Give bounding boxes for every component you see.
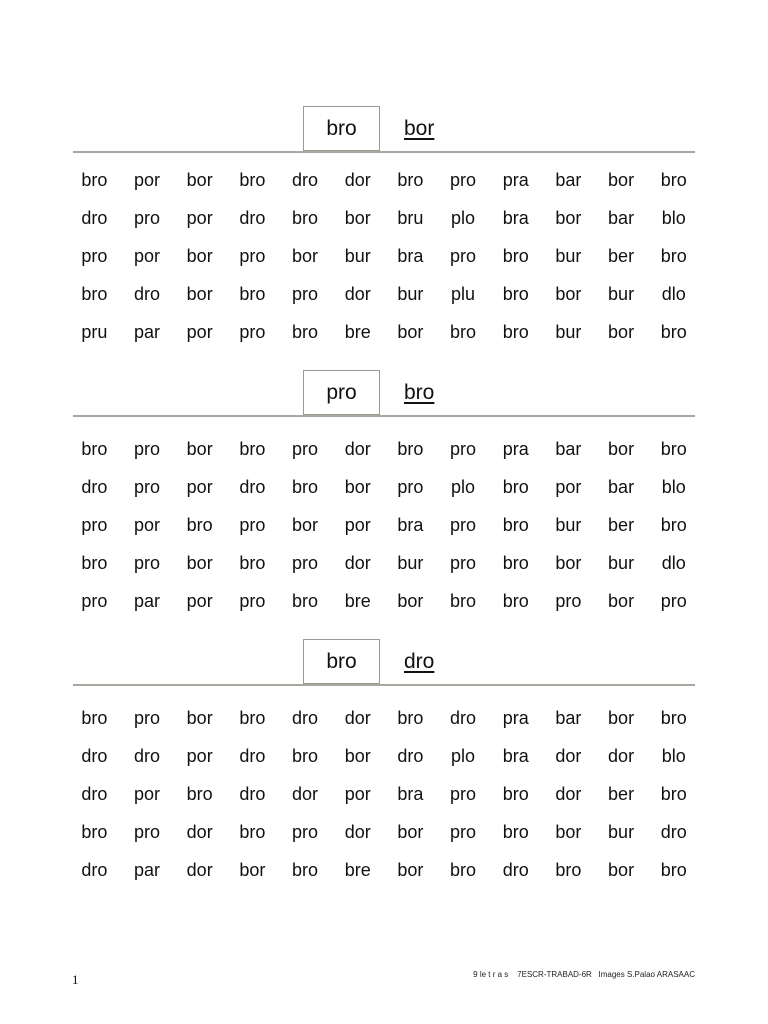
syllable-cell: ber [608, 514, 635, 535]
syllable-cell: bor [555, 283, 582, 304]
syllable-cell: pro [450, 821, 477, 842]
syllable-cell: bur [397, 283, 424, 304]
section-divider [73, 415, 695, 417]
syllable-cell: bor [292, 514, 319, 535]
page-number: 1 [72, 972, 79, 987]
syllable-cell: bur [608, 552, 635, 573]
syllable-cell: pra [502, 707, 529, 728]
syllable-cell: dro [292, 169, 319, 190]
syllable-cell: pro [134, 476, 161, 497]
syllable-cell: pro [81, 590, 108, 611]
syllable-cell: pro [239, 590, 266, 611]
syllable-cell: bra [397, 514, 424, 535]
syllable-cell: bro [239, 821, 266, 842]
syllable-cell: bro [502, 514, 529, 535]
syllable-cell: bro [292, 859, 319, 880]
syllable-cell: bro [450, 859, 477, 880]
syllable-cell: pro [81, 514, 108, 535]
syllable-cell: bro [292, 590, 319, 611]
syllable-cell: bur [555, 245, 582, 266]
syllable-row [68, 275, 700, 313]
syllable-cell: dor [292, 783, 319, 804]
syllable-cell: bro [81, 283, 108, 304]
syllable-cell: pro [134, 707, 161, 728]
syllable-cell: bro [239, 283, 266, 304]
syllable-grid [68, 430, 700, 620]
syllable-cell: bor [186, 169, 213, 190]
syllable-cell: bro [555, 859, 582, 880]
syllable-cell: pro [239, 514, 266, 535]
syllable-cell: dro [239, 476, 266, 497]
syllable-cell: bro [81, 438, 108, 459]
syllable-cell: pro [292, 438, 319, 459]
syllable-cell: bor [397, 821, 424, 842]
syllable-grid [68, 161, 700, 351]
syllable-cell: pro [292, 283, 319, 304]
syllable-cell: bar [555, 438, 582, 459]
syllable-cell: bor [344, 476, 371, 497]
target-syllable-box [303, 106, 380, 151]
syllable-cell: bor [397, 859, 424, 880]
syllable-cell: bro [239, 552, 266, 573]
syllable-cell: bro [502, 552, 529, 573]
syllable-cell: dor [186, 859, 213, 880]
syllable-cell: dor [555, 745, 582, 766]
syllable-cell: bro [292, 207, 319, 228]
syllable-cell: plu [451, 283, 476, 304]
syllable-cell: bur [555, 321, 582, 342]
syllable-cell: dlo [661, 552, 686, 573]
syllable-cell: plo [451, 745, 476, 766]
syllable-cell: bur [608, 821, 635, 842]
syllable-cell: dor [344, 438, 371, 459]
syllable-cell: bro [81, 169, 108, 190]
syllable-cell: par [134, 590, 161, 611]
syllable-cell: bur [608, 283, 635, 304]
syllable-cell: ber [608, 783, 635, 804]
syllable-cell: dor [608, 745, 635, 766]
syllable-cell: pro [81, 245, 108, 266]
syllable-cell: blo [661, 745, 686, 766]
syllable-cell: dor [555, 783, 582, 804]
target-syllable: bro [326, 649, 357, 673]
syllable-cell: bro [660, 783, 687, 804]
syllable-cell: dro [239, 745, 266, 766]
syllable-cell: por [555, 476, 582, 497]
syllable-cell: bro [186, 514, 213, 535]
syllable-cell: bor [608, 590, 635, 611]
syllable-cell: pru [81, 321, 108, 342]
syllable-cell: bar [555, 707, 582, 728]
syllable-cell: bro [450, 321, 477, 342]
syllable-cell: pro [555, 590, 582, 611]
syllable-cell: bro [502, 783, 529, 804]
syllable-row [68, 544, 700, 582]
syllable-cell: bro [450, 590, 477, 611]
syllable-cell: bor [186, 438, 213, 459]
syllable-cell: por [186, 590, 213, 611]
syllable-cell: bor [186, 552, 213, 573]
syllable-cell: pro [450, 552, 477, 573]
target-syllable-box [303, 639, 380, 684]
syllable-cell: bor [186, 245, 213, 266]
syllable-cell: bra [502, 207, 529, 228]
syllable-row [68, 430, 700, 468]
syllable-cell: dro [81, 207, 108, 228]
syllable-cell: bro [239, 707, 266, 728]
syllable-cell: bor [186, 283, 213, 304]
syllable-cell: pra [502, 169, 529, 190]
syllable-cell: dro [81, 859, 108, 880]
syllable-cell: bor [397, 590, 424, 611]
syllable-cell: dro [239, 207, 266, 228]
syllable-cell: pro [134, 821, 161, 842]
syllable-cell: bor [239, 859, 266, 880]
syllable-row [68, 237, 700, 275]
syllable-cell: bro [397, 438, 424, 459]
syllable-cell: por [344, 514, 371, 535]
syllable-cell: bro [292, 321, 319, 342]
syllable-cell: bro [502, 283, 529, 304]
syllable-cell: bro [186, 783, 213, 804]
syllable-cell: bro [502, 245, 529, 266]
syllable-row [68, 699, 700, 737]
syllable-row [68, 775, 700, 813]
syllable-cell: dro [134, 283, 161, 304]
syllable-cell: bra [397, 245, 424, 266]
syllable-cell: dro [660, 821, 687, 842]
section-divider [73, 684, 695, 686]
syllable-cell: pro [450, 783, 477, 804]
syllable-cell: bar [608, 207, 635, 228]
syllable-cell: bro [81, 552, 108, 573]
syllable-cell: bor [608, 707, 635, 728]
syllable-cell: bro [292, 745, 319, 766]
syllable-cell: pro [239, 245, 266, 266]
section-divider [73, 151, 695, 153]
syllable-cell: bre [344, 859, 371, 880]
syllable-cell: pro [397, 476, 424, 497]
syllable-cell: bro [660, 169, 687, 190]
syllable-cell: dro [81, 745, 108, 766]
syllable-cell: plo [451, 207, 476, 228]
syllable-cell: bro [502, 590, 529, 611]
syllable-row [68, 851, 700, 889]
syllable-cell: por [186, 745, 213, 766]
syllable-cell: par [134, 321, 161, 342]
syllable-row [68, 813, 700, 851]
syllable-cell: bor [186, 707, 213, 728]
syllable-grid [68, 699, 700, 889]
syllable-cell: bor [555, 821, 582, 842]
syllable-cell: bra [502, 745, 529, 766]
syllable-cell: pro [134, 207, 161, 228]
syllable-cell: bor [608, 321, 635, 342]
syllable-cell: bor [555, 207, 582, 228]
syllable-cell: dor [344, 169, 371, 190]
syllable-cell: por [134, 169, 161, 190]
syllable-cell: dro [502, 859, 529, 880]
syllable-row [68, 313, 700, 351]
syllable-cell: bor [344, 745, 371, 766]
syllable-cell: pro [134, 552, 161, 573]
syllable-cell: por [186, 476, 213, 497]
syllable-cell: dro [81, 783, 108, 804]
syllable-cell: bre [344, 321, 371, 342]
syllable-cell: pro [450, 245, 477, 266]
syllable-cell: bur [344, 245, 371, 266]
syllable-cell: pro [450, 169, 477, 190]
syllable-cell: bro [660, 245, 687, 266]
syllable-cell: bro [660, 859, 687, 880]
syllable-cell: bro [81, 707, 108, 728]
syllable-cell: bre [344, 590, 371, 611]
syllable-cell: dro [81, 476, 108, 497]
syllable-cell: pra [502, 438, 529, 459]
syllable-cell: bro [660, 438, 687, 459]
syllable-cell: pro [292, 821, 319, 842]
syllable-cell: bro [502, 476, 529, 497]
syllable-cell: por [134, 514, 161, 535]
syllable-cell: dro [134, 745, 161, 766]
syllable-cell: dor [186, 821, 213, 842]
syllable-cell: bro [660, 321, 687, 342]
syllable-cell: pro [660, 590, 687, 611]
syllable-row [68, 582, 700, 620]
syllable-cell: por [344, 783, 371, 804]
syllable-cell: dro [239, 783, 266, 804]
target-syllable: bro [326, 116, 357, 140]
syllable-cell: bro [292, 476, 319, 497]
syllable-cell: bor [397, 321, 424, 342]
syllable-cell: dlo [661, 283, 686, 304]
syllable-cell: bro [660, 707, 687, 728]
syllable-cell: bro [239, 438, 266, 459]
syllable-cell: por [186, 321, 213, 342]
syllable-cell: pro [450, 438, 477, 459]
syllable-cell: bro [502, 321, 529, 342]
syllable-cell: bro [397, 169, 424, 190]
syllable-cell: bar [555, 169, 582, 190]
syllable-cell: bro [397, 707, 424, 728]
syllable-cell: par [134, 859, 161, 880]
syllable-cell: bur [555, 514, 582, 535]
syllable-cell: por [134, 245, 161, 266]
syllable-cell: bru [397, 207, 424, 228]
syllable-cell: dor [344, 707, 371, 728]
compare-syllable: bor [404, 117, 435, 140]
syllable-cell: bra [397, 783, 424, 804]
syllable-row [68, 199, 700, 237]
compare-syllable: dro [404, 650, 435, 673]
syllable-cell: pro [239, 321, 266, 342]
syllable-cell: bor [608, 438, 635, 459]
syllable-cell: bro [239, 169, 266, 190]
syllable-cell: por [134, 783, 161, 804]
target-syllable-box [303, 370, 380, 415]
syllable-cell: ber [608, 245, 635, 266]
syllable-cell: bor [608, 859, 635, 880]
syllable-row [68, 737, 700, 775]
syllable-cell: dor [344, 552, 371, 573]
syllable-cell: por [186, 207, 213, 228]
syllable-cell: bro [502, 821, 529, 842]
syllable-cell: bro [660, 514, 687, 535]
syllable-cell: pro [134, 438, 161, 459]
syllable-cell: pro [292, 552, 319, 573]
syllable-row [68, 161, 700, 199]
syllable-cell: plo [451, 476, 476, 497]
syllable-row [68, 468, 700, 506]
syllable-cell: pro [450, 514, 477, 535]
syllable-cell: dor [344, 283, 371, 304]
syllable-cell: blo [661, 476, 686, 497]
syllable-cell: blo [661, 207, 686, 228]
syllable-cell: dro [292, 707, 319, 728]
syllable-cell: bur [397, 552, 424, 573]
target-syllable: pro [326, 380, 357, 404]
syllable-cell: bro [81, 821, 108, 842]
compare-syllable: bro [404, 381, 435, 404]
syllable-cell: dor [344, 821, 371, 842]
syllable-cell: bor [292, 245, 319, 266]
syllable-cell: dro [450, 707, 477, 728]
syllable-cell: bor [344, 207, 371, 228]
syllable-row [68, 506, 700, 544]
syllable-cell: dro [397, 745, 424, 766]
footer-credits: 9 le t r a s 7ESCR-TRABAD-6R Images S.Palao ARASAAC [473, 970, 695, 979]
syllable-cell: bar [608, 476, 635, 497]
syllable-cell: bor [555, 552, 582, 573]
syllable-cell: bor [608, 169, 635, 190]
